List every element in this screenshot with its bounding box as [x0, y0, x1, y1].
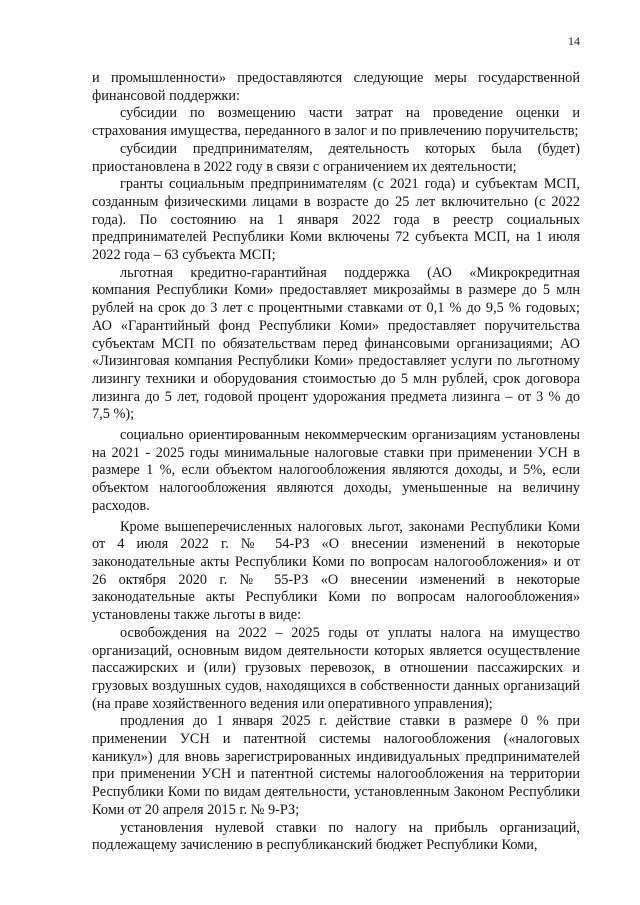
paragraph-tax-holidays: продления до 1 января 2025 г. действие ставки в размере 0 % при применении УСН и патентной системы налогообложения («налоговых каникул») для вновь зарегистрированных индивидуальных предпринимателей при применении УСН и патентной системы налогообложения на территории Республики Коми по видам деятельности, установленным Законом Республики Коми от 20 апреля 2015 г. № 9-РЗ;	[92, 713, 580, 818]
paragraph-subsidy-suspended: субсидии предпринимателям, деятельность которых была (будет) приостановлена в 2022 году в связи с ограничением их деятельности;	[92, 140, 580, 175]
page-number: 14	[568, 34, 580, 48]
paragraph-intro: и промышленности» предоставляются следующие меры государственной финансовой поддержки:	[92, 70, 580, 104]
paragraph-nonprofit-rates: социально ориентированным некоммерческим организациям установлены на 2021 - 2025 годы минимальные налоговые ставки при применении УСН в размере 1 %, если объектом налогообложения являются доходы, и 5%, если объектом налогообложения являются доходы, уменьшенные на величину расходов.	[92, 427, 580, 514]
paragraph-laws: Кроме вышеперечисленных налоговых льгот, законами Республики Коми от 4 июля 2022 г. № 54-РЗ «О внесении изменений в некоторые законодательные акты Республики Коми по вопросам налогообложения» и от 26 октября 2020 г. № 55-РЗ «О внесении изменений в некоторые законодательные акты Республики Коми по вопросам налогообложения» установлены также льготы в виде:	[92, 518, 580, 624]
paragraph-zero-profit-tax: установления нулевой ставки по налогу на прибыль организаций, подлежащему зачислению в республиканский бюджет Республики Коми,	[92, 819, 580, 854]
paragraph-credit-support: льготная кредитно-гарантийная поддержка (АО «Микрокредитная компания Республики Коми» предоставляет микрозаймы в размере до 5 млн рублей на срок до 3 лет с процентными ставками от 0,1 % до 9,5 % годовых; АО «Гарантийный фонд Республики Коми» предоставляет поручительства субъектам МСП по обязательствам перед финансовыми организациями; АО «Лизинговая компания Республики Коми» предоставляет услуги по льготному лизингу техники и оборудования стоимостью до 5 млн рублей, срок договора лизинга до 5 лет, годовой процент удорожания предмета лизинга – от 3 % до 7,5 %);	[92, 264, 580, 423]
document-body	[92, 70, 580, 855]
paragraph-subsidy-insurance: субсидии по возмещению части затрат на проведение оценки и страхования имущества, переданного в залог и по привлечению поручительств;	[92, 105, 580, 140]
paragraph-property-tax-exemption: освобождения на 2022 – 2025 годы от уплаты налога на имущество организаций, основным видом деятельности которых является осуществление пассажирских и (или) грузовых перевозок, в отношении пассажирских и грузовых воздушных судов, находящихся в собственности данных организаций (на праве хозяйственного ведения или оперативного управления);	[92, 624, 580, 712]
paragraph-grants: гранты социальным предпринимателям (с 2021 года) и субъектам МСП, созданным физическими лицами в возрасте до 25 лет включительно (с 2022 года). По состоянию на 1 января 2022 года в реестр социальных предпринимателей Республики Коми включены 72 субъекта МСП, на 1 июля 2022 года – 63 субъекта МСП;	[92, 176, 580, 264]
